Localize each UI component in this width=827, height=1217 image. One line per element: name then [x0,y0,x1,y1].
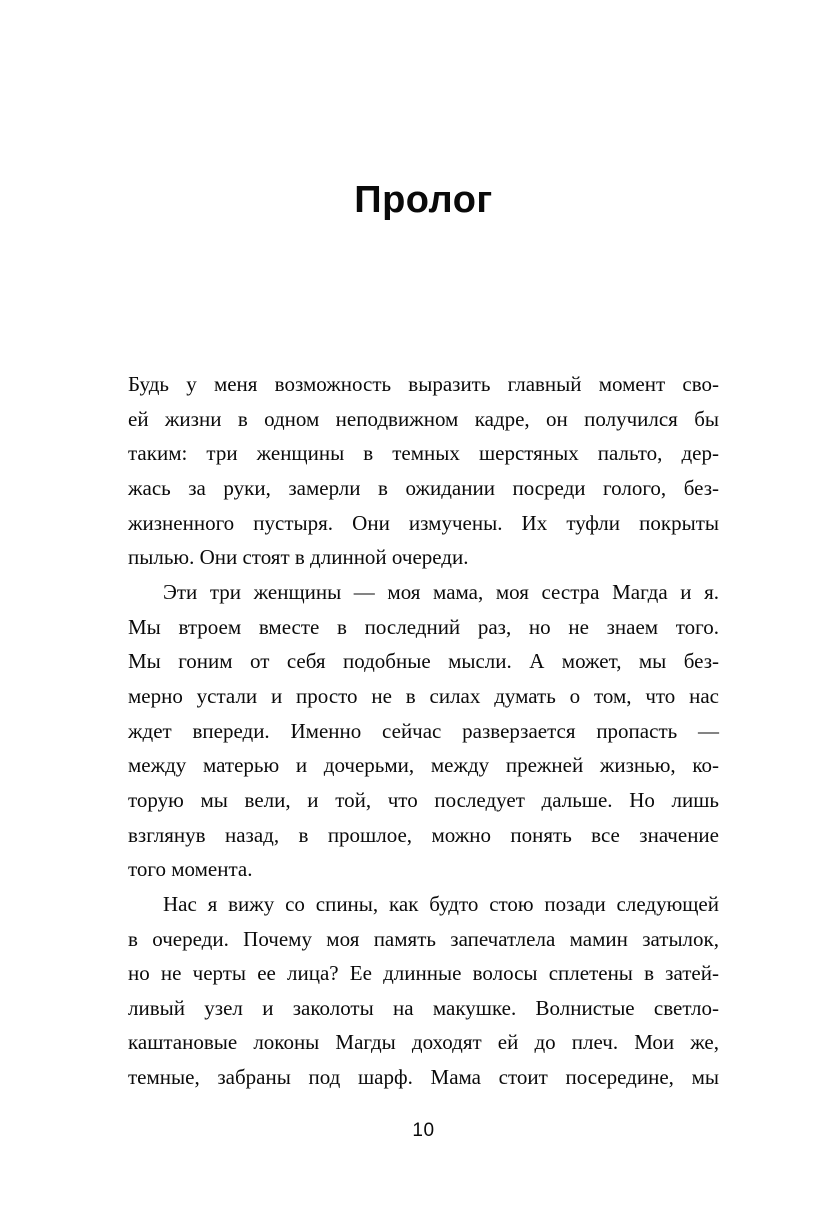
text-line: торую мы вели, и той, что последует дальше. Но лишь [128,787,719,812]
chapter-title: Пролог [354,179,493,221]
paragraph-2 [128,575,719,887]
text-line: мерно устали и просто не в силах думать о том, что нас [128,683,719,708]
text-line: ждет впереди. Именно сейчас разверзается пропасть — [128,718,719,743]
text-line: взглянув назад, в прошлое, можно понять все значение [128,822,719,847]
text-line: ливый узел и заколоты на макушке. Волнистые светло- [128,995,719,1020]
text-line: каштановые локоны Магды доходят ей до плеч. Мои же, [128,1030,719,1055]
text-line: пылью. Они стоят в длинной очереди. [128,545,469,570]
text-line: жась за руки, замерли в ожидании посреди голого, без- [128,475,719,500]
text-line: того момента. [128,857,253,882]
text-line: в очереди. Почему моя память запечатлела мамин затылок, [128,926,719,951]
paragraph-1 [128,367,719,575]
text-line: таким: три женщины в темных шерстяных пальто, дер- [128,441,719,466]
text-line: Мы гоним от себя подобные мысли. А может, мы без- [128,649,719,674]
text-line: Будь у меня возможность выразить главный момент сво- [128,372,719,396]
paragraph-3 [128,887,719,1095]
text-line: между матерью и дочерьми, между прежней жизнью, ко- [128,753,719,778]
page-number: 10 [412,1120,435,1141]
text-line: ей жизни в одном неподвижном кадре, он получился бы [128,406,719,431]
body-text [128,367,719,1095]
text-line: Нас я вижу со спины, как будто стою позади следующей [163,891,719,916]
text-line: темные, забраны под шарф. Мама стоит посередине, мы [128,1065,719,1090]
text-line: но не черты ее лица? Ее длинные волосы сплетены в затей- [128,961,719,986]
text-line: Мы втроем вместе в последний раз, но не знаем того. [128,614,719,639]
text-line: жизненного пустыря. Они измучены. Их туфли покрыты [128,510,719,535]
text-line: Эти три женщины — моя мама, моя сестра Магда и я. [163,579,719,604]
